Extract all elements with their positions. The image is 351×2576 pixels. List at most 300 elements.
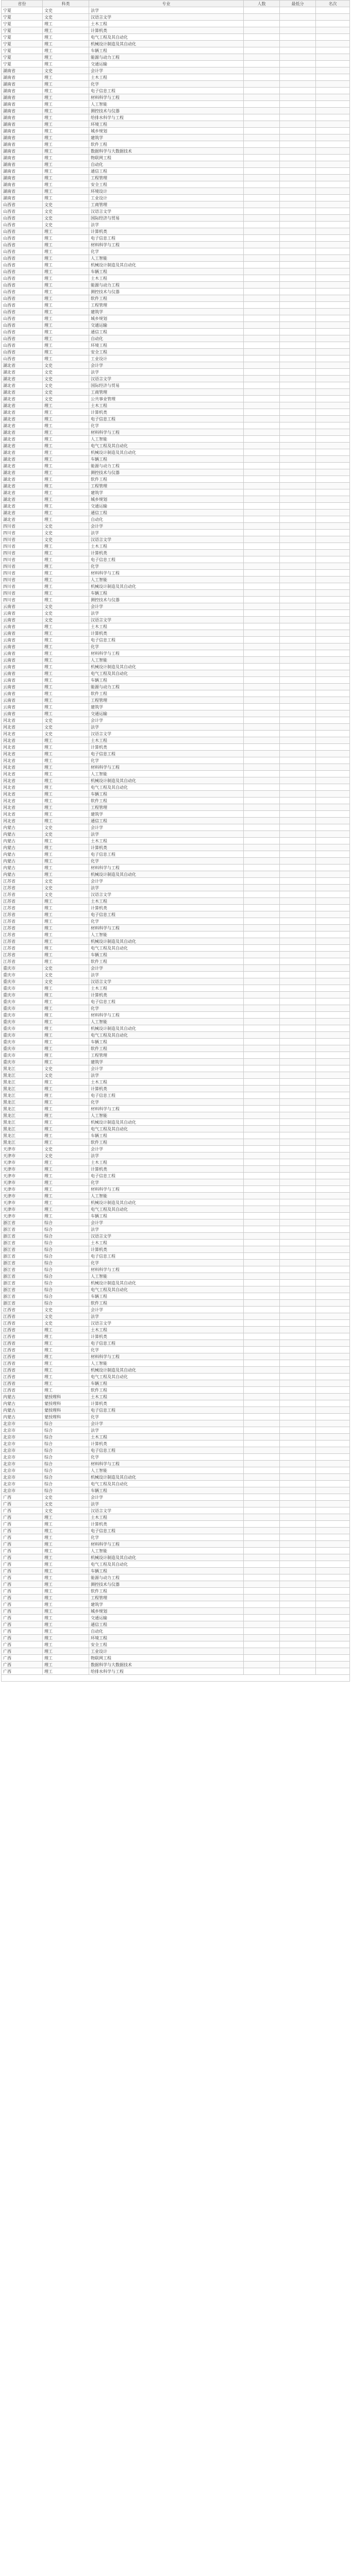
cell-count [244, 1266, 280, 1273]
cell-province: 内蒙古 [2, 838, 43, 844]
cell-count [244, 503, 280, 510]
cell-major: 电子信息工程 [89, 1340, 244, 1347]
cell-major: 电气工程及其自动化 [89, 670, 244, 677]
cell-major: 交通运输 [89, 322, 244, 329]
cell-province: 河北省 [2, 777, 43, 784]
cell-min-score [280, 1139, 316, 1146]
cell-major: 建筑学 [89, 1059, 244, 1065]
cell-category: 理工 [43, 1079, 89, 1086]
table-row [2, 744, 350, 751]
cell-min-score [280, 858, 316, 865]
cell-province: 宁夏 [2, 7, 43, 14]
cell-category: 综合 [43, 1280, 89, 1286]
cell-min-score [280, 1347, 316, 1353]
table-row [2, 958, 350, 965]
table-row [2, 168, 350, 175]
table-row [2, 429, 350, 436]
cell-rank [316, 1507, 350, 1514]
cell-province: 江苏省 [2, 925, 43, 931]
cell-min-score [280, 630, 316, 637]
cell-count [244, 523, 280, 530]
table-row [2, 463, 350, 469]
cell-rank [316, 1467, 350, 1474]
cell-major: 工业设计 [89, 195, 244, 201]
cell-category: 文史 [43, 14, 89, 21]
cell-major: 法学 [89, 1072, 244, 1079]
cell-province: 浙江省 [2, 1286, 43, 1293]
cell-province: 江苏省 [2, 878, 43, 885]
table-row [2, 1601, 350, 1608]
cell-rank [316, 1045, 350, 1052]
cell-major: 自动化 [89, 335, 244, 342]
cell-major: 机械设计制造及其自动化 [89, 1367, 244, 1374]
cell-rank [316, 998, 350, 1005]
cell-category: 理工 [43, 1353, 89, 1360]
table-row [2, 362, 350, 369]
table-row [2, 496, 350, 503]
table-row [2, 1427, 350, 1434]
cell-count [244, 463, 280, 469]
cell-province: 四川省 [2, 563, 43, 570]
cell-min-score [280, 1039, 316, 1045]
cell-major: 计算机类 [89, 1166, 244, 1173]
cell-category: 理工 [43, 121, 89, 128]
cell-category: 理工 [43, 1648, 89, 1655]
cell-min-score [280, 128, 316, 134]
cell-count [244, 34, 280, 41]
table-row [2, 811, 350, 818]
admission-score-table [1, 0, 350, 1682]
cell-category: 理工 [43, 101, 89, 108]
table-row [2, 181, 350, 188]
cell-major: 法学 [89, 1427, 244, 1434]
cell-min-score [280, 1400, 316, 1407]
table-row [2, 355, 350, 362]
cell-count [244, 1347, 280, 1353]
cell-category: 文史 [43, 824, 89, 831]
cell-count [244, 175, 280, 181]
cell-rank [316, 1461, 350, 1467]
cell-rank [316, 1420, 350, 1427]
table-row [2, 1193, 350, 1199]
cell-min-score [280, 1541, 316, 1548]
cell-category: 理工 [43, 905, 89, 911]
cell-major: 建筑学 [89, 1601, 244, 1608]
cell-province: 湖南省 [2, 67, 43, 74]
table-row [2, 449, 350, 456]
cell-province: 山西省 [2, 242, 43, 248]
table-row [2, 791, 350, 798]
cell-major: 汉语言文学 [89, 617, 244, 623]
cell-category: 理工 [43, 114, 89, 121]
table-row [2, 1394, 350, 1400]
cell-min-score [280, 724, 316, 731]
cell-major: 化学 [89, 757, 244, 764]
cell-min-score [280, 998, 316, 1005]
cell-rank [316, 1608, 350, 1615]
cell-province: 天津市 [2, 1166, 43, 1173]
table-footer [2, 1675, 350, 1682]
table-row [2, 1461, 350, 1467]
cell-category: 理工 [43, 496, 89, 503]
cell-min-score [280, 791, 316, 798]
cell-major: 车辆工程 [89, 1568, 244, 1574]
cell-rank [316, 155, 350, 161]
cell-province: 云南省 [2, 710, 43, 717]
cell-count [244, 650, 280, 657]
cell-province: 天津市 [2, 1159, 43, 1166]
cell-major: 人工智能 [89, 771, 244, 777]
cell-rank [316, 382, 350, 389]
cell-province: 河北省 [2, 818, 43, 824]
table-row [2, 14, 350, 21]
cell-count [244, 329, 280, 335]
table-row [2, 1481, 350, 1487]
cell-rank [316, 14, 350, 21]
cell-major: 电气工程及其自动化 [89, 1481, 244, 1487]
cell-rank [316, 1072, 350, 1079]
cell-category: 理工 [43, 335, 89, 342]
cell-min-score [280, 1313, 316, 1320]
cell-count [244, 1400, 280, 1407]
cell-category: 理工 [43, 228, 89, 235]
cell-category: 理工 [43, 1106, 89, 1112]
cell-province: 湖南省 [2, 168, 43, 175]
cell-rank [316, 643, 350, 650]
cell-min-score [280, 362, 316, 369]
cell-major: 软件工程 [89, 295, 244, 302]
cell-rank [316, 1621, 350, 1628]
cell-rank [316, 972, 350, 978]
cell-rank [316, 978, 350, 985]
cell-rank [316, 215, 350, 222]
table-row [2, 1641, 350, 1648]
cell-major: 机械设计制造及其自动化 [89, 871, 244, 878]
table-row [2, 101, 350, 108]
table-row [2, 1206, 350, 1213]
cell-category: 理工 [43, 1186, 89, 1193]
cell-province: 黑龙江 [2, 1112, 43, 1119]
cell-count [244, 784, 280, 791]
cell-category: 理工 [43, 1092, 89, 1099]
table-row [2, 61, 350, 67]
cell-province: 江苏省 [2, 905, 43, 911]
cell-min-score [280, 1434, 316, 1440]
cell-province: 重庆市 [2, 1059, 43, 1065]
cell-province: 宁夏 [2, 14, 43, 21]
cell-category: 理工 [43, 1380, 89, 1387]
cell-min-score [280, 1025, 316, 1032]
cell-major: 建筑学 [89, 704, 244, 710]
cell-rank [316, 335, 350, 342]
cell-count [244, 295, 280, 302]
cell-count [244, 710, 280, 717]
cell-rank [316, 1595, 350, 1601]
table-row [2, 309, 350, 315]
cell-major: 机械设计制造及其自动化 [89, 664, 244, 670]
cell-min-score [280, 181, 316, 188]
cell-rank [316, 1213, 350, 1219]
cell-rank [316, 1588, 350, 1595]
cell-major: 电子信息工程 [89, 1092, 244, 1099]
cell-min-score [280, 1461, 316, 1467]
cell-count [244, 1427, 280, 1434]
cell-category: 理工 [43, 1367, 89, 1374]
cell-major: 车辆工程 [89, 1132, 244, 1139]
cell-count [244, 623, 280, 630]
cell-province: 浙江省 [2, 1219, 43, 1226]
cell-category: 理工 [43, 1099, 89, 1106]
cell-min-score [280, 1427, 316, 1434]
cell-rank [316, 1086, 350, 1092]
cell-category: 理工 [43, 289, 89, 295]
cell-rank [316, 1655, 350, 1662]
cell-province: 重庆市 [2, 1005, 43, 1012]
cell-province: 广西 [2, 1655, 43, 1662]
cell-count [244, 1548, 280, 1554]
cell-category: 理工 [43, 597, 89, 603]
cell-province: 江西省 [2, 1387, 43, 1394]
cell-rank [316, 1286, 350, 1293]
cell-count [244, 978, 280, 985]
cell-min-score [280, 945, 316, 952]
cell-min-score [280, 222, 316, 228]
cell-count [244, 268, 280, 275]
cell-major: 汉语言文学 [89, 891, 244, 898]
cell-major: 法学 [89, 222, 244, 228]
cell-min-score [280, 1507, 316, 1514]
cell-major: 通信工程 [89, 1621, 244, 1628]
cell-major: 土木工程 [89, 1514, 244, 1521]
cell-rank [316, 1568, 350, 1574]
cell-count [244, 1380, 280, 1387]
cell-province: 河北省 [2, 724, 43, 731]
cell-min-score [280, 7, 316, 14]
cell-major: 会计学 [89, 1494, 244, 1501]
cell-min-score [280, 34, 316, 41]
table-row [2, 771, 350, 777]
cell-min-score [280, 885, 316, 891]
cell-min-score [280, 1260, 316, 1266]
cell-count [244, 717, 280, 724]
cell-min-score [280, 597, 316, 603]
cell-rank [316, 871, 350, 878]
cell-count [244, 81, 280, 88]
table-row [2, 818, 350, 824]
cell-category: 理工 [43, 128, 89, 134]
cell-major: 计算机类 [89, 905, 244, 911]
cell-min-score [280, 389, 316, 396]
cell-min-score [280, 556, 316, 563]
cell-count [244, 590, 280, 597]
cell-rank [316, 1307, 350, 1313]
cell-province: 广西 [2, 1521, 43, 1528]
table-row [2, 376, 350, 382]
table-row [2, 1072, 350, 1079]
cell-min-score [280, 952, 316, 958]
cell-min-score [280, 710, 316, 717]
table-row [2, 737, 350, 744]
cell-count [244, 362, 280, 369]
cell-count [244, 1521, 280, 1528]
cell-province: 湖北省 [2, 362, 43, 369]
cell-rank [316, 657, 350, 664]
cell-min-score [280, 985, 316, 992]
cell-count [244, 449, 280, 456]
table-row [2, 1240, 350, 1246]
cell-min-score [280, 650, 316, 657]
cell-major: 测控技术与仪器 [89, 597, 244, 603]
cell-category: 理工 [43, 315, 89, 322]
cell-min-score [280, 583, 316, 590]
cell-major: 会计学 [89, 1065, 244, 1072]
cell-count [244, 309, 280, 315]
cell-min-score [280, 865, 316, 871]
cell-count [244, 275, 280, 282]
cell-province: 江西省 [2, 1347, 43, 1353]
cell-category: 理工 [43, 516, 89, 523]
cell-min-score [280, 1253, 316, 1260]
table-row [2, 1494, 350, 1501]
cell-major: 电子信息工程 [89, 911, 244, 918]
cell-category: 综合 [43, 1293, 89, 1300]
cell-province: 内蒙古 [2, 851, 43, 858]
cell-min-score [280, 463, 316, 469]
cell-major: 通信工程 [89, 818, 244, 824]
cell-min-score [280, 818, 316, 824]
cell-min-score [280, 1166, 316, 1173]
cell-count [244, 1648, 280, 1655]
cell-count [244, 731, 280, 737]
cell-province: 山西省 [2, 282, 43, 289]
cell-min-score [280, 1595, 316, 1601]
cell-province: 江苏省 [2, 952, 43, 958]
cell-rank [316, 630, 350, 637]
cell-category: 文史 [43, 1072, 89, 1079]
table-row [2, 1407, 350, 1414]
table-row [2, 1581, 350, 1588]
column-header-count: 人数 [244, 1, 280, 7]
cell-major: 会计学 [89, 67, 244, 74]
cell-rank [316, 376, 350, 382]
cell-province: 江西省 [2, 1333, 43, 1340]
cell-province: 重庆市 [2, 972, 43, 978]
cell-min-score [280, 911, 316, 918]
cell-province: 湖南省 [2, 141, 43, 148]
cell-category: 理工 [43, 21, 89, 27]
cell-min-score [280, 931, 316, 938]
cell-count [244, 1440, 280, 1447]
cell-rank [316, 543, 350, 550]
cell-count [244, 469, 280, 476]
cell-min-score [280, 831, 316, 838]
cell-count [244, 1045, 280, 1052]
cell-rank [316, 1153, 350, 1159]
cell-rank [316, 670, 350, 677]
cell-min-score [280, 242, 316, 248]
table-row [2, 1213, 350, 1219]
cell-province: 北京市 [2, 1467, 43, 1474]
cell-province: 四川省 [2, 556, 43, 563]
cell-category: 文史 [43, 222, 89, 228]
cell-major: 环境设计 [89, 188, 244, 195]
cell-category: 理工 [43, 670, 89, 677]
cell-count [244, 121, 280, 128]
cell-rank [316, 610, 350, 617]
cell-min-score [280, 1528, 316, 1534]
cell-category: 理工 [43, 1025, 89, 1032]
cell-province: 山西省 [2, 228, 43, 235]
cell-count [244, 1353, 280, 1360]
cell-min-score [280, 637, 316, 643]
cell-rank [316, 349, 350, 355]
cell-category: 文史 [43, 201, 89, 208]
cell-rank [316, 422, 350, 429]
cell-rank [316, 918, 350, 925]
cell-major: 车辆工程 [89, 1380, 244, 1387]
cell-category: 综合 [43, 1467, 89, 1474]
cell-count [244, 1360, 280, 1367]
cell-rank [316, 1219, 350, 1226]
cell-min-score [280, 516, 316, 523]
cell-rank [316, 47, 350, 54]
cell-count [244, 858, 280, 865]
cell-count [244, 1327, 280, 1333]
table-row [2, 282, 350, 289]
cell-category: 文史 [43, 389, 89, 396]
cell-major: 机械设计制造及其自动化 [89, 583, 244, 590]
cell-major: 机械设计制造及其自动化 [89, 938, 244, 945]
cell-rank [316, 255, 350, 262]
cell-province: 黑龙江 [2, 1072, 43, 1079]
cell-count [244, 831, 280, 838]
cell-count [244, 1588, 280, 1595]
table-row [2, 175, 350, 181]
cell-min-score [280, 1534, 316, 1541]
cell-rank [316, 121, 350, 128]
cell-min-score [280, 1340, 316, 1347]
cell-min-score [280, 563, 316, 570]
cell-category: 理工 [43, 737, 89, 744]
cell-rank [316, 1648, 350, 1655]
cell-province: 重庆市 [2, 978, 43, 985]
table-row [2, 302, 350, 309]
cell-min-score [280, 489, 316, 496]
cell-category: 理工 [43, 1581, 89, 1588]
cell-major: 化学 [89, 1179, 244, 1186]
cell-major: 电气工程及其自动化 [89, 1561, 244, 1568]
cell-category: 理工 [43, 1019, 89, 1025]
table-row [2, 1648, 350, 1655]
cell-min-score [280, 1126, 316, 1132]
cell-rank [316, 1273, 350, 1280]
table-row [2, 228, 350, 235]
table-row [2, 27, 350, 34]
cell-min-score [280, 838, 316, 844]
cell-min-score [280, 1641, 316, 1648]
cell-count [244, 1153, 280, 1159]
cell-category: 文史 [43, 1494, 89, 1501]
cell-min-score [280, 1186, 316, 1193]
cell-category: 理工 [43, 938, 89, 945]
cell-province: 湖南省 [2, 114, 43, 121]
cell-category: 理工 [43, 918, 89, 925]
cell-rank [316, 436, 350, 443]
cell-min-score [280, 248, 316, 255]
table-row [2, 1112, 350, 1119]
cell-category: 综合 [43, 1420, 89, 1427]
cell-major: 会计学 [89, 717, 244, 724]
